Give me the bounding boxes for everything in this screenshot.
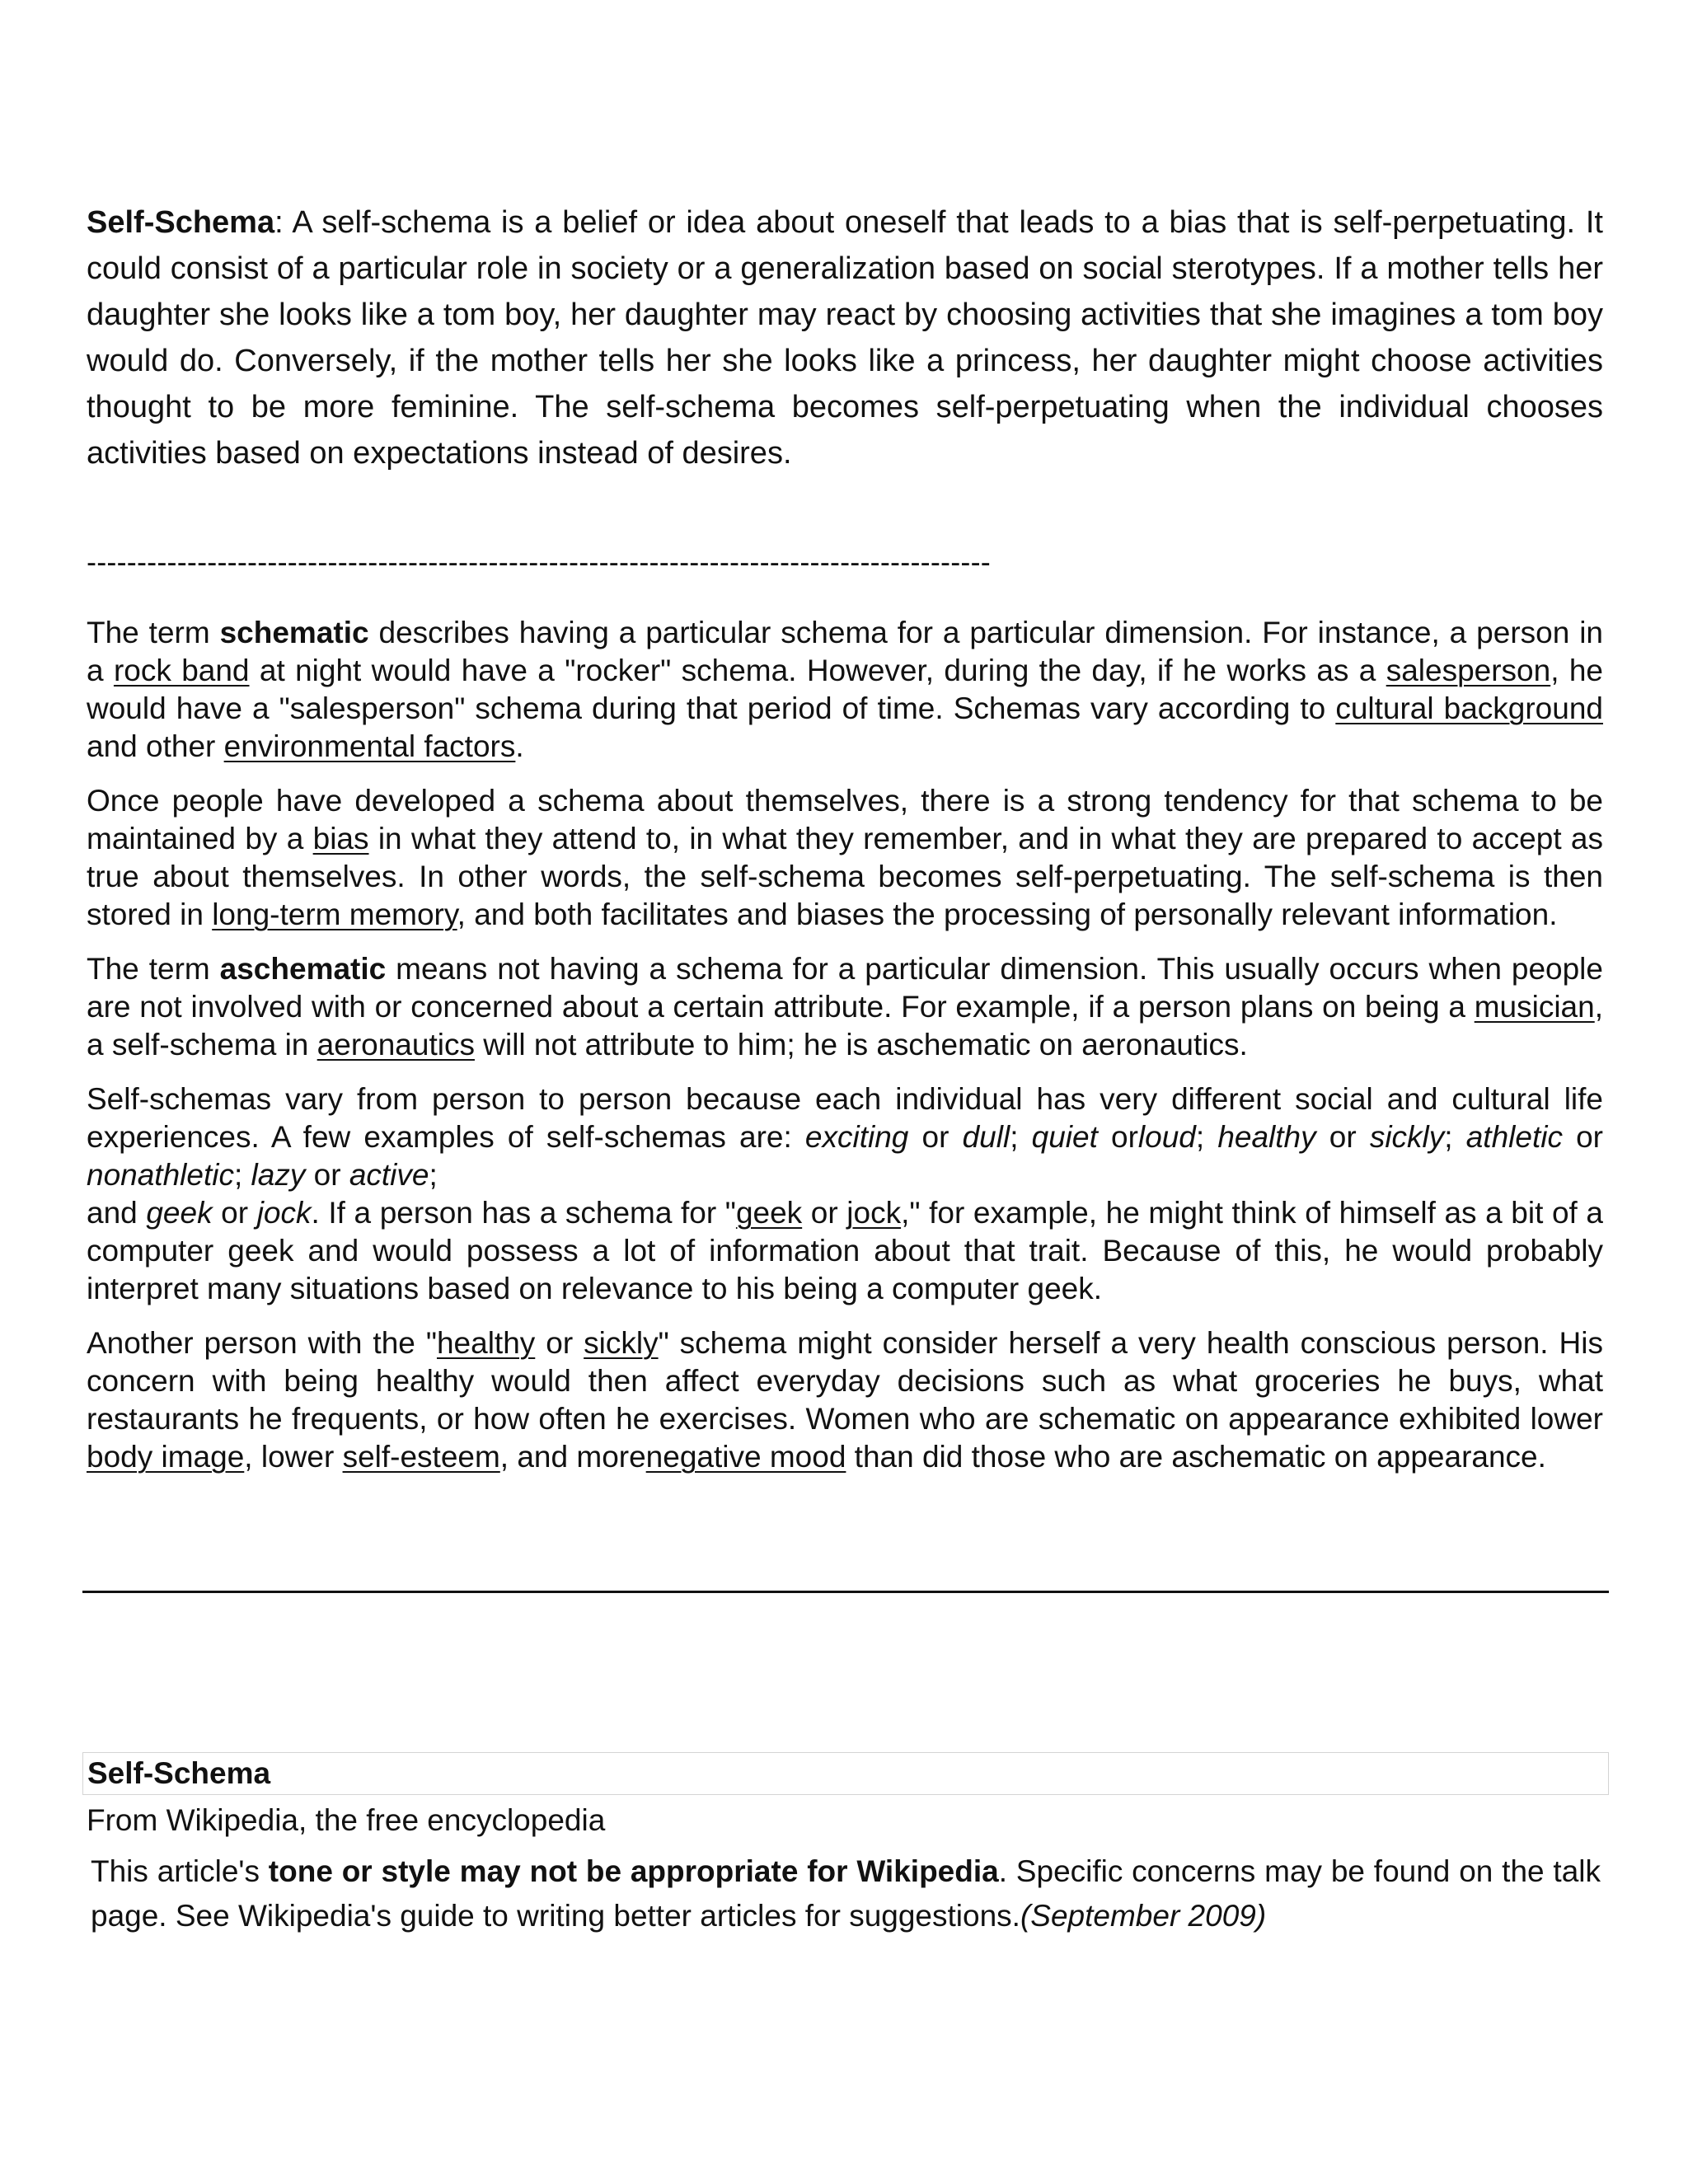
text: or [1562,1120,1604,1154]
link-self-esteem[interactable]: self-esteem [342,1440,500,1474]
text: describes having a particular schema for a particular dimension. For instance, a person in a [87,616,1604,687]
text: ; [1444,1120,1466,1154]
link-salesperson[interactable]: salesperson [1386,654,1551,687]
notice-emphasis: tone or style may not be appropriate for Wikipedia [268,1854,999,1888]
example: exciting [804,1120,909,1154]
text: . If a person has a schema for " [311,1196,736,1230]
link-aeronautics[interactable]: aeronautics [316,1028,475,1062]
style-notice [82,1841,1609,1938]
link-sickly[interactable]: sickly [584,1326,659,1360]
example: active [349,1158,429,1192]
example: nonathletic [87,1158,234,1192]
intro-paragraph [87,199,1603,476]
text: ; [1010,1120,1032,1154]
text: ; [1195,1120,1218,1154]
example: jock [256,1196,312,1230]
paragraph-maintenance [87,782,1603,934]
text: at night would have a "rocker" schema. However, during the day, if he works as a [249,654,1386,687]
intro-term: Self-Schema [87,205,275,240]
notice-date: (September 2009) [1020,1899,1267,1933]
text: or [802,1196,847,1230]
term-aschematic: aschematic [219,952,387,986]
example: geek [146,1196,213,1230]
paragraph-healthy [87,1324,1603,1476]
horizontal-rule [82,1591,1609,1593]
intro-text: : A self-schema is a belief or idea about oneself that leads to a bias that is self-perpetuating. It could consist of a particular role in society or a generalization based on social sterotypes. If a mother tells her daughter she looks like a tom boy, her daughter may react by choosing activities that she imagines a tom boy would do. Conversely, if the mother tells her she looks like a princess, her daughter might choose activities thought to be more feminine. The self-schema becomes self-perpetuating when the individual chooses activities based on expectations instead of desires. [87,205,1603,471]
link-cultural-background[interactable]: cultural background [1335,691,1603,725]
text: and other [87,729,224,763]
example: athletic [1465,1120,1563,1154]
link-environmental-factors[interactable]: environmental factors [223,729,516,763]
text: , and both facilitates and biases the processing of personally relevant information. [457,898,1558,931]
text: and [87,1196,147,1230]
text: . Specific concerns may be found on the talk page. See Wikipedia's guide to writing better articles for suggestions. [91,1854,1601,1933]
excerpt-subtitle: From Wikipedia, the free encyclopedia [87,1803,606,1837]
example: healthy [1217,1120,1316,1154]
link-bias[interactable]: bias [312,822,369,855]
example: sickly [1369,1120,1445,1154]
example: loud [1137,1120,1196,1154]
text: Another person with the " [87,1326,437,1360]
paragraph-examples [87,1080,1603,1308]
text: The term [87,616,220,649]
example: quiet [1031,1120,1098,1154]
text: Once people have developed a schema about themselves, there is a strong tendency for that schema to be maintained by a [87,784,1603,855]
link-geek[interactable]: geek [735,1196,803,1230]
text: ; [233,1158,251,1192]
link-healthy[interactable]: healthy [436,1326,536,1360]
text: or [1315,1120,1370,1154]
link-rock-band[interactable]: rock band [113,654,250,687]
text: , lower [244,1440,343,1474]
text: " schema might consider herself a very health conscious person. His concern with being healthy would then affect everyday decisions such as what groceries he buys, what restaurants he frequents, or how often he exercises. Women who are schematic on appearance exhibited lower [87,1326,1603,1436]
text: will not attribute to him; he is aschematic on aeronautics. [474,1028,1248,1062]
text: or [535,1326,584,1360]
example: dull [962,1120,1010,1154]
text: ; [429,1158,438,1192]
term-schematic: schematic [219,616,369,649]
text: , a self-schema in [87,990,1603,1062]
text: , he would have a "salesperson" schema during that period of time. Schemas vary according to [87,654,1603,725]
text: This article's [91,1854,269,1888]
excerpt-title: Self-Schema [82,1752,1609,1795]
paragraph-aschematic [87,950,1603,1064]
text: . [515,729,524,763]
text: ," for example, he might think of himself as a bit of a computer geek and would possess a lot of information about that trait. Because of this, he would probably interpret many situations based on relevance to his being a computer geek. [87,1196,1604,1305]
text: than did those who are aschematic on appearance. [846,1440,1546,1474]
link-musician[interactable]: musician [1474,990,1595,1024]
text: , and more [499,1440,646,1474]
link-jock[interactable]: jock [846,1196,902,1230]
text: or [908,1120,963,1154]
text: Self-schemas vary from person to person because each individual has very different social and cultural life experiences. A few examples of self-schemas are: [87,1082,1603,1154]
wikipedia-excerpt [82,1752,1609,1938]
text: The term [87,952,220,986]
text: in what they attend to, in what they remember, and in what they are prepared to accept as true about themselves. In other words, the self-schema becomes self-perpetuating. The self-schema is then stored in [87,822,1603,931]
article-body [87,614,1603,1476]
dashed-separator: ------------------------------------------------------------------------------------------ [87,545,991,579]
link-long-term-memory[interactable]: long-term memory [212,898,457,931]
text: or [305,1158,349,1192]
text: or [1097,1120,1138,1154]
example: lazy [251,1158,306,1192]
text: or [212,1196,257,1230]
text: means not having a schema for a particular dimension. This usually occurs when people are not involved with or concerned about a certain attribute. For example, if a person plans on being a [87,952,1603,1024]
link-body-image[interactable]: body image [87,1440,245,1474]
link-negative-mood[interactable]: negative mood [645,1440,846,1474]
paragraph-schematic [87,614,1603,766]
